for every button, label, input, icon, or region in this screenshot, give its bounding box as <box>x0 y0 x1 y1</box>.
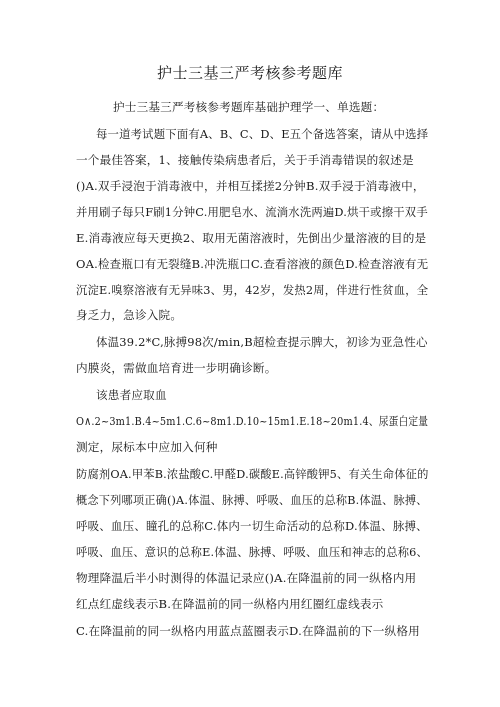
text-line: 身乏力，急诊入院。 <box>76 308 183 322</box>
text-line: 呼吸、血压、意识的总称E.体温、脉搏、呼吸、血压和神志的总称6、 <box>76 545 429 559</box>
text-line: 物理降温后半小时测得的体温记录应()A.在降温前的同一纵格内用 <box>76 571 417 585</box>
text-line: 概念下列哪项正确()A.体温、脉搏、呼吸、血压的总称B.体温、脉搏、 <box>76 493 428 507</box>
text-line: 该患者应取血 <box>96 388 167 402</box>
text-line: 每一道考试题下面有A、B、C、D、E五个备选答案，请从中选择 <box>96 127 429 141</box>
text-line: OA.检查瓶口有无裂缝B.冲洗瓶口C.查看溶液的颜色D.检查溶液有无 <box>76 257 429 271</box>
text-line: 护士三基三严考核参考题库基础护理学一、单选题： <box>113 100 385 114</box>
text-line: O∧.2~3m1.B.4~5m1.C.6~8m1.D.10~15m1.E.18~20m1.4、尿蛋白定量 <box>76 414 429 428</box>
text-line: 一个最佳答案，1、接触传染病患者后，关于手消毒错误的叙述是 <box>76 153 414 167</box>
text-line: C.在降温前的同一纵格内用蓝点蓝圈表示D.在降温前的下一纵格用 <box>76 624 420 638</box>
text-line: 呼吸、血压、瞳孔的总称C.体内一切生命活动的总称D.体温、脉搏、 <box>76 519 428 533</box>
text-line: 防腐剂OA.甲苯B.浓盐酸C.甲醛D.碳酸E.高锌酸钾5、有关生命体征的 <box>76 467 429 481</box>
text-line: 体温39.2*C,脉搏98次/min,B超检查提示脾大，初诊为亚急性心 <box>96 335 428 349</box>
text-line: 测定，尿标本中应加入何种 <box>76 440 218 454</box>
text-line: 沉淀E.嗅察溶液有无异味3、男，42岁，发热2周，伴进行性贫血，全 <box>76 283 429 297</box>
text-line: 并用刷子每只F刷1分钟C.用肥皂水、流淌水洗两遍D.烘干或擦干双手 <box>76 205 428 219</box>
text-line: E.消毒液应每天更换2、取用无菌溶液时，先倒出少量溶液的目的是 <box>76 231 427 245</box>
text-line: 内膜炎，需做血培育进一步明确诊断。 <box>76 361 277 375</box>
text-line: ()A.双手浸泡于消毒液中，并相互揉搓2分钟B.双手浸于消毒液中， <box>76 179 425 193</box>
text-line: 红点红虚线表示B.在降温前的同一纵格内用红圈红虚线表示 <box>76 597 384 611</box>
document-title: 护士三基三严考核参考题库 <box>156 64 343 82</box>
